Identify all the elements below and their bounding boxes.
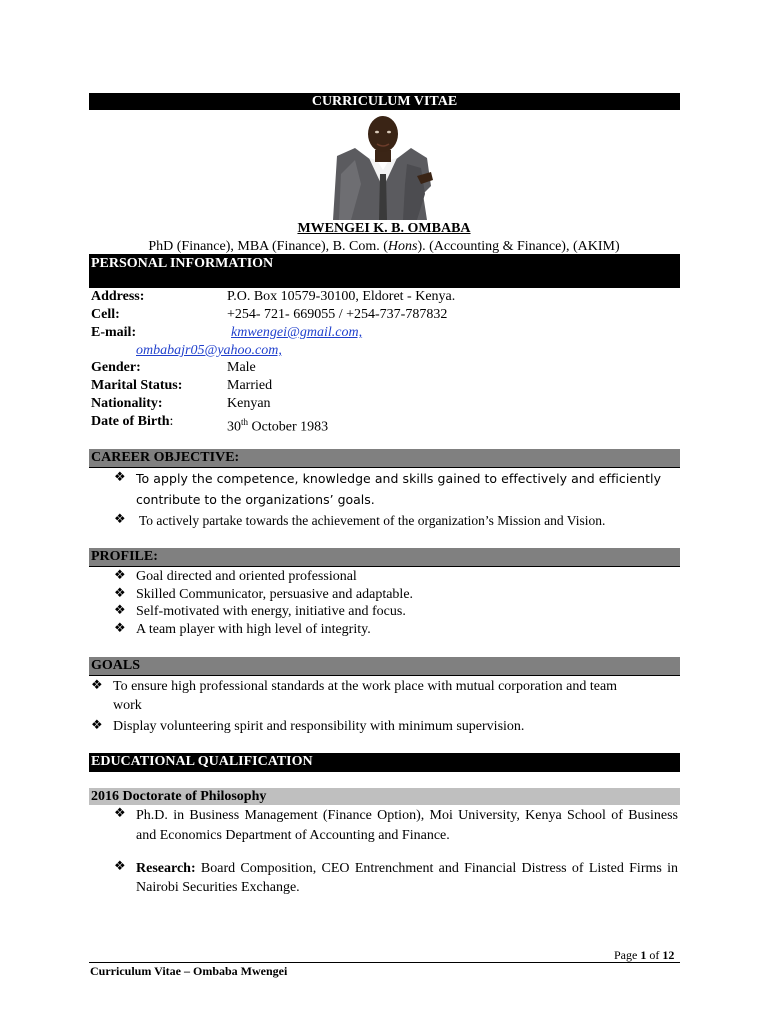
profile-heading-bar xyxy=(89,548,680,566)
education-subheading-bar xyxy=(89,788,680,805)
education-research xyxy=(136,859,678,897)
profile-bullet-icon-1: ❖ xyxy=(114,568,126,583)
goals-bullet-icon-1: ❖ xyxy=(91,678,103,693)
email-link-2[interactable]: ombabajr05@yahoo.com, xyxy=(136,343,282,358)
profile-heading: PROFILE: xyxy=(91,549,158,564)
profile-item-2: Skilled Communicator, persuasive and adaptable. xyxy=(136,587,414,602)
education-item-1: Ph.D. in Business Management (Finance Option), Moi University, Kenya School of Business and Economics Department of Accounting and Finance. xyxy=(136,808,678,843)
profile-item-3: Self-motivated with energy, initiative and focus. xyxy=(136,604,406,619)
degrees-pre: PhD (Finance), MBA (Finance), B. Com. ( xyxy=(148,239,388,254)
education-bullet-icon-1: ❖ xyxy=(114,806,126,821)
profile-photo xyxy=(331,114,434,220)
gender-value: Male xyxy=(227,360,256,375)
cv-title: CURRICULUM VITAE xyxy=(311,94,458,109)
address-label: Address: xyxy=(91,289,145,304)
education-subheading: 2016 Doctorate of Philosophy xyxy=(91,789,267,804)
career-objective-heading: CAREER OBJECTIVE: xyxy=(91,450,240,465)
dob-suffix: th xyxy=(241,417,249,427)
career-bullet-icon-1: ❖ xyxy=(114,470,126,485)
career-item-1-line-1: To apply the competence, knowledge and skills gained to effectively and efficiently xyxy=(136,471,662,486)
goals-item-2: Display volunteering spirit and responsibility with minimum supervision. xyxy=(113,719,525,734)
personal-info-heading: PERSONAL INFORMATION xyxy=(91,256,274,271)
page-total: 12 xyxy=(662,948,675,962)
profile-item-1: Goal directed and oriented professional xyxy=(136,569,357,584)
dob-day: 30 xyxy=(227,419,241,435)
goals-divider xyxy=(89,675,680,676)
profile-item-4: A team player with high level of integrity. xyxy=(136,622,371,637)
marital-value: Married xyxy=(227,378,273,393)
personal-info-heading-bar xyxy=(89,254,680,288)
goals-item-1-line-1: To ensure high professional standards at the work place with mutual corporation and team xyxy=(113,679,618,694)
gender-label: Gender: xyxy=(91,360,141,375)
page-current: 1 xyxy=(640,948,647,962)
career-bullet-icon-2: ❖ xyxy=(114,512,126,527)
email-label: E-mail: xyxy=(91,325,137,340)
education-heading-bar xyxy=(89,753,680,772)
education-bullet-icon-2: ❖ xyxy=(114,859,126,874)
dob-colon: : xyxy=(169,414,174,429)
degrees-hons: Hons xyxy=(387,239,418,254)
page-of: of xyxy=(646,948,663,962)
cell-label: Cell: xyxy=(91,307,120,322)
research-label: Research: xyxy=(136,861,196,876)
dob-label-line xyxy=(91,413,173,431)
profile-bullet-icon-4: ❖ xyxy=(114,621,126,636)
goals-bullet-icon-2: ❖ xyxy=(91,718,103,733)
research-text: Board Composition, CEO Entrenchment and Financial Distress of Listed Firms in Nairobi Securities Exchange. xyxy=(136,861,678,895)
goals-item-1-line-2: work xyxy=(113,698,142,713)
cell-value: +254- 721- 669055 / +254-737-787832 xyxy=(227,307,448,322)
dob-label: Date of Birth xyxy=(91,414,170,429)
career-item-2: To actively partake towards the achievement of the organization’s Mission and Vision. xyxy=(139,513,606,528)
degrees-post: ). (Accounting & Finance), (AKIM) xyxy=(417,239,620,254)
page-prefix: Page xyxy=(614,948,641,962)
address-value: P.O. Box 10579-30100, Eldoret - Kenya. xyxy=(227,289,456,304)
career-objective-heading-bar xyxy=(89,449,680,467)
profile-bullet-icon-2: ❖ xyxy=(114,586,126,601)
goals-heading-bar xyxy=(89,657,680,675)
profile-divider xyxy=(89,566,680,567)
cv-title-bar xyxy=(89,93,680,110)
footer-left-text: Curriculum Vitae – Ombaba Mwengei xyxy=(90,964,288,978)
candidate-name: MWENGEI K. B. OMBABA xyxy=(297,221,471,236)
marital-label: Marital Status: xyxy=(91,378,183,393)
nationality-value: Kenyan xyxy=(227,396,271,411)
goals-heading: GOALS xyxy=(91,658,141,673)
career-item-1-line-2: contribute to the organizations’ goals. xyxy=(136,492,375,507)
profile-bullet-icon-3: ❖ xyxy=(114,603,126,618)
career-divider xyxy=(89,467,680,468)
dob-month-year: October 1983 xyxy=(248,419,329,435)
dob-value xyxy=(227,413,328,437)
email-link-1[interactable]: kmwengei@gmail.com, xyxy=(231,325,363,340)
nationality-label: Nationality: xyxy=(91,396,163,411)
education-heading: EDUCATIONAL QUALIFICATION xyxy=(91,754,313,769)
